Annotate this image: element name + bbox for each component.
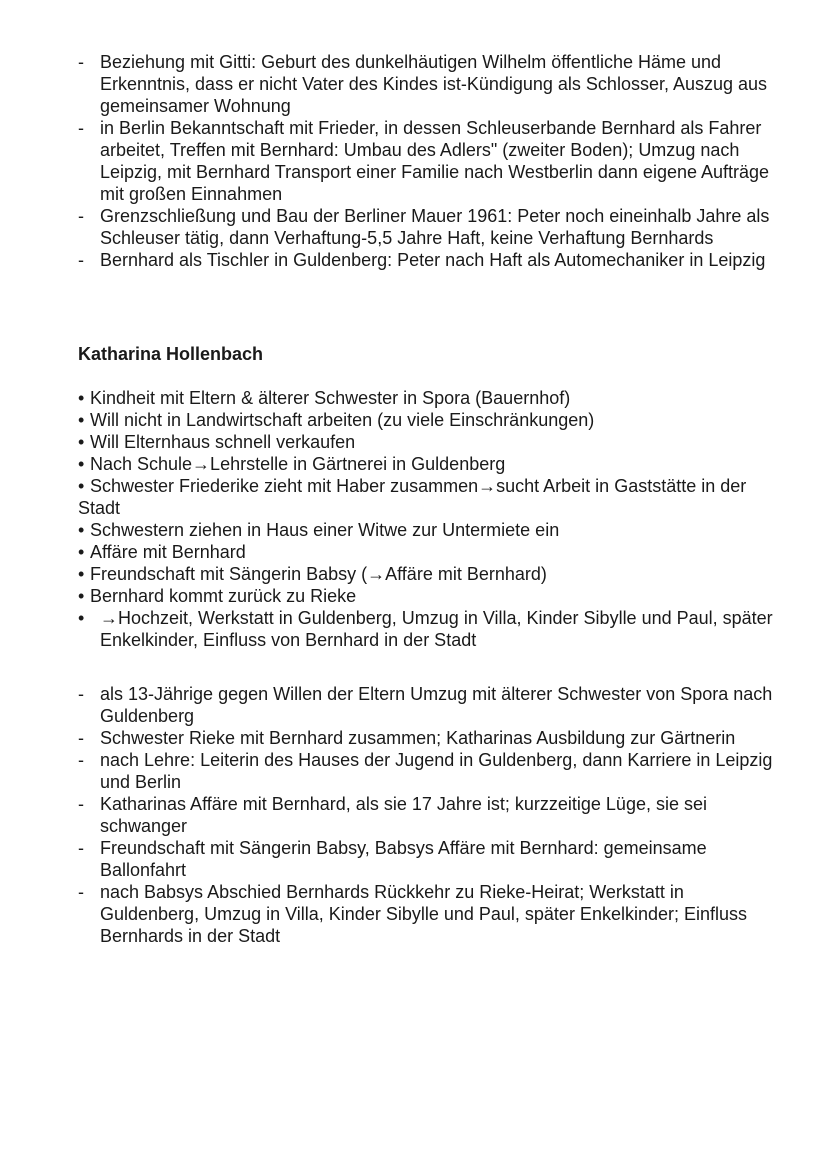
list-item: • Freundschaft mit Sängerin Babsy (→Affäre mit Bernhard) [78, 564, 547, 584]
list-item: - als 13-Jährige gegen Willen der Eltern Umzug mit älterer Schwester von Spora nach Guldenberg [78, 684, 773, 726]
list-item: - nach Lehre: Leiterin des Hauses der Jugend in Guldenberg, dann Karriere in Leipzig und Berlin [78, 750, 773, 792]
katharina-bullet-list [78, 387, 778, 651]
list-item: • Kindheit mit Eltern & älterer Schwester in Spora (Bauernhof) [78, 388, 571, 408]
list-item: • Will nicht in Landwirtschaft arbeiten (zu viele Einschränkungen) [78, 410, 595, 430]
katharina-timeline-list [78, 683, 778, 947]
list-item: - Grenzschließung und Bau der Berliner Mauer 1961: Peter noch eineinhalb Jahre als Schleuser tätig, dann Verhaftung-5,5 Jahre Haft, keine Verhaftung Bernhards [78, 206, 770, 248]
list-item: - Schwester Rieke mit Bernhard zusammen; Katharinas Ausbildung zur Gärtnerin [78, 728, 736, 748]
list-item: - in Berlin Bekanntschaft mit Frieder, in dessen Schleuserbande Bernhard als Fahrer arbeitet, Treffen mit Bernhard: Umbau des Adlers" (zweiter Boden); Umzug nach Leipzig, mit Bernhard Transport einer Familie nach Westberlin dann eigene Aufträge mit großen Einnahmen [78, 118, 770, 204]
section-heading-katharina: Katharina Hollenbach [78, 344, 264, 364]
list-item: • Bernhard kommt zurück zu Rieke [78, 586, 357, 606]
list-item: • Will Elternhaus schnell verkaufen [78, 432, 356, 452]
peter-timeline-list [78, 51, 778, 271]
list-item: • →Hochzeit, Werkstatt in Guldenberg, Umzug in Villa, Kinder Sibylle und Paul, später Enkelkinder, Einfluss von Bernhard in der Stadt [78, 608, 773, 650]
list-item: - Bernhard als Tischler in Guldenberg: Peter nach Haft als Automechaniker in Leipzig [78, 250, 766, 270]
list-item: • Schwester Friederike zieht mit Haber zusammen→sucht Arbeit in Gaststätte in der Stadt [78, 476, 747, 518]
list-item: • Schwestern ziehen in Haus einer Witwe zur Untermiete ein [78, 520, 560, 540]
list-item: • Affäre mit Bernhard [78, 542, 246, 562]
list-item: - Katharinas Affäre mit Bernhard, als sie 17 Jahre ist; kurzzeitige Lüge, sie sei schwanger [78, 794, 707, 836]
list-item: - Beziehung mit Gitti: Geburt des dunkelhäutigen Wilhelm öffentliche Häme und Erkenntnis, dass er nicht Vater des Kindes ist-Kündigung als Schlosser, Auszug aus gemeinsamer Wohnung [78, 52, 768, 116]
list-item: - Freundschaft mit Sängerin Babsy, Babsys Affäre mit Bernhard: gemeinsame Ballonfahrt [78, 838, 707, 880]
list-item: • Nach Schule→Lehrstelle in Gärtnerei in Guldenberg [78, 454, 506, 474]
list-item: - nach Babsys Abschied Bernhards Rückkehr zu Rieke-Heirat; Werkstatt in Guldenberg, Umzug in Villa, Kinder Sibylle und Paul, später Enkelkinder; Einfluss Bernhards in der Stadt [78, 882, 748, 946]
